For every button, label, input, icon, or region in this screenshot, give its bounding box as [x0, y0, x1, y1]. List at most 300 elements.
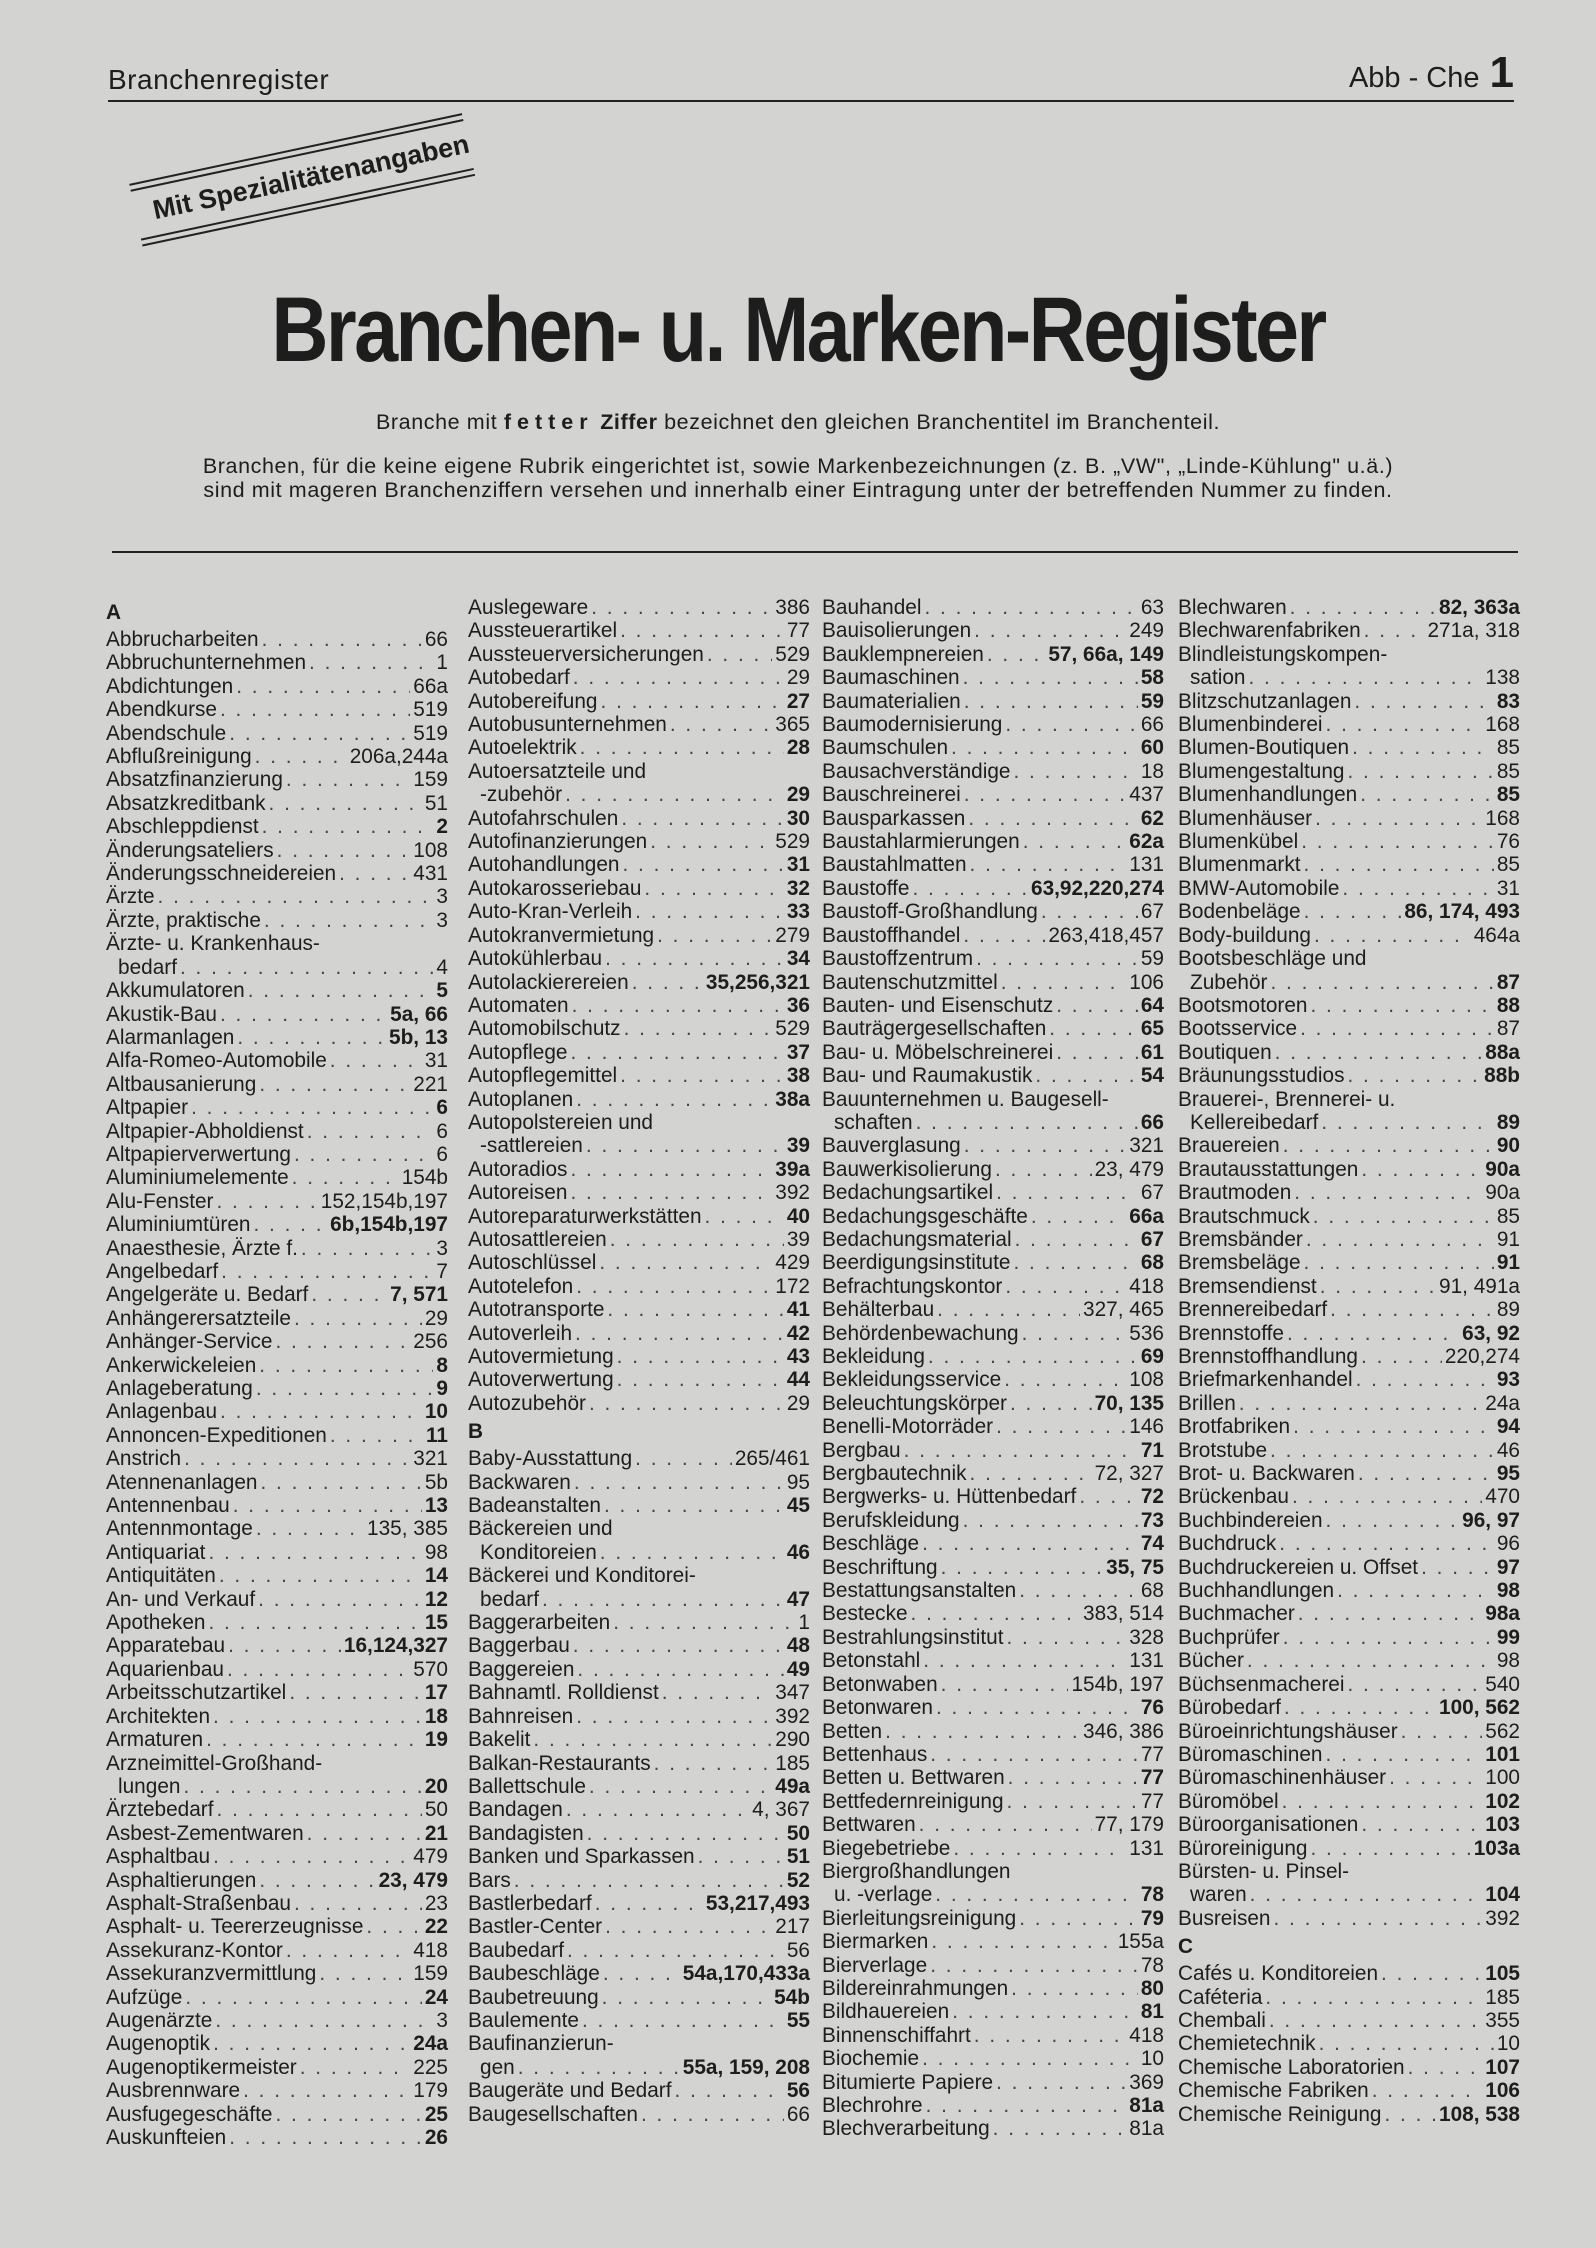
entry-name: Brillen: [1178, 1391, 1236, 1415]
index-entry: [106, 1915, 448, 1938]
entry-name: Buchprüfer: [1178, 1625, 1280, 1649]
entry-name: Bergbau: [822, 1438, 901, 1462]
entry-number: 50: [786, 1821, 810, 1845]
index-entry: [106, 1775, 448, 1798]
entry-name: Bakelit: [468, 1728, 531, 1752]
index-entry: [468, 924, 810, 947]
entry-number: 98: [424, 1540, 448, 1564]
index-entry: [822, 1439, 1164, 1462]
entry-name: Atennenanlagen: [106, 1470, 258, 1494]
leader-dots: [1381, 1962, 1482, 1985]
entry-name: Büromaschinenhäuser: [1178, 1766, 1387, 1790]
entry-name: Bremsbänder: [1178, 1227, 1303, 1251]
entry-number: 5b, 13: [389, 1025, 448, 1049]
entry-number: 94: [1496, 1415, 1520, 1439]
index-entry: [822, 924, 1164, 947]
entry-name: Baggereien: [468, 1657, 575, 1681]
entry-number: 76: [1496, 830, 1520, 854]
index-entry: [822, 994, 1164, 1017]
index-entry: [468, 2103, 810, 2126]
leader-dots: [698, 1845, 784, 1868]
index-column-1: [106, 596, 448, 2149]
entry-name: Büromaschinen: [1178, 1742, 1323, 1766]
index-entry: [822, 1790, 1164, 1813]
entry-number: 4: [436, 955, 448, 979]
entry-number: 103: [1485, 1813, 1520, 1837]
entry-number: 46: [786, 1540, 810, 1564]
entry-name: Betten: [822, 1719, 883, 1743]
entry-number: 98: [1496, 1649, 1520, 1673]
leader-dots: [995, 1158, 1092, 1181]
leader-dots: [309, 651, 433, 674]
index-entry: [1178, 1368, 1520, 1391]
entry-name: Autohandlungen: [468, 853, 620, 877]
entry-number: 91, 491a: [1439, 1274, 1520, 1298]
entry-name: Augenärzte: [106, 2008, 213, 2032]
index-entry: [822, 1883, 1164, 1906]
leader-dots: [1389, 1766, 1482, 1789]
leader-dots: [1019, 1579, 1138, 1602]
index-entry: [822, 2000, 1164, 2023]
entry-name: Anlagenbau: [106, 1400, 218, 1424]
index-entry: [822, 1041, 1164, 1064]
leader-dots: [1311, 1837, 1471, 1860]
leader-dots: [924, 596, 1137, 619]
leader-dots: [1326, 1743, 1483, 1766]
entry-name: Alfa-Romeo-Automobile: [106, 1049, 327, 1073]
leader-dots: [255, 745, 347, 768]
entry-number: 78: [1140, 1883, 1164, 1907]
entry-number: 85: [1496, 853, 1520, 877]
index-entry: [106, 1237, 448, 1260]
index-column-4: [1178, 596, 1520, 2126]
entry-number: 135, 385: [367, 1517, 448, 1541]
entry-name: Architekten: [106, 1704, 211, 1728]
entry-number: 3: [436, 908, 448, 932]
index-entry: [822, 666, 1164, 689]
leader-dots: [951, 736, 1138, 759]
entry-name: Abschleppdienst: [106, 815, 259, 839]
leader-dots: [644, 877, 783, 900]
index-entry: [106, 1049, 448, 1072]
leader-dots: [277, 839, 411, 862]
entry-number: 529: [775, 1017, 810, 1041]
entry-name: Bettenhaus: [822, 1742, 928, 1766]
entry-name: Asphaltbau: [106, 1845, 211, 1869]
entry-number: 437: [1129, 783, 1164, 807]
entry-name: Betonwaben: [822, 1672, 938, 1696]
entry-number: 49a: [775, 1774, 810, 1798]
entry-number: 62a: [1129, 830, 1164, 854]
entry-number: 418: [1129, 2023, 1164, 2047]
index-entry: [1178, 971, 1520, 994]
leader-dots: [366, 1915, 421, 1938]
entry-name: Bettwaren: [822, 1813, 916, 1837]
index-entry: [1178, 2103, 1520, 2126]
leader-dots: [220, 1003, 387, 1026]
entry-name: Baustahlarmierungen: [822, 830, 1020, 854]
entry-number: 88: [1496, 993, 1520, 1017]
entry-number: 36: [786, 993, 810, 1017]
entry-name: Bastler-Center: [468, 1915, 603, 1939]
entry-number: 131: [1129, 1836, 1164, 1860]
entry-number: 37: [786, 1040, 810, 1064]
page-range: [1349, 48, 1514, 98]
leader-dots: [1007, 1626, 1127, 1649]
intro-bold-word-2: Ziffer: [600, 410, 658, 434]
entry-number: 58: [1140, 666, 1164, 690]
leader-dots: [1019, 1907, 1138, 1930]
leader-dots: [1348, 1064, 1482, 1087]
index-entry: [822, 643, 1164, 666]
index-entry: [468, 1611, 810, 1634]
entry-number: 87: [1496, 1017, 1520, 1041]
entry-number: 271a, 318: [1427, 619, 1520, 643]
entry-number: 51: [786, 1845, 810, 1869]
leader-dots: [930, 1954, 1138, 1977]
index-entry: [106, 1658, 448, 1681]
index-entry: [822, 853, 1164, 876]
entry-name: Beschriftung: [822, 1555, 938, 1579]
entry-name: bedarf: [480, 1587, 539, 1611]
entry-number: 26: [424, 2126, 448, 2149]
leader-dots: [1304, 900, 1402, 923]
leader-dots: [963, 924, 1045, 947]
entry-number: 71: [1140, 1438, 1164, 1462]
entry-name: sation: [1190, 666, 1246, 690]
index-entry: [822, 1649, 1164, 1672]
entry-number: 3: [436, 885, 448, 909]
entry-name: Betten u. Bettwaren: [822, 1766, 1005, 1790]
entry-name: Bauverglasung: [822, 1134, 961, 1158]
leader-dots: [1421, 1556, 1494, 1579]
entry-number: 479: [413, 1845, 448, 1869]
entry-number: 29: [786, 666, 810, 690]
entry-name: gen: [480, 2055, 515, 2079]
leader-dots: [1315, 807, 1482, 830]
entry-number: 185: [1485, 1985, 1520, 2009]
entry-number: 79: [1140, 1906, 1164, 1930]
entry-number: 470: [1485, 1485, 1520, 1509]
entry-number: 60: [1140, 736, 1164, 760]
leader-dots: [1001, 971, 1127, 994]
leader-dots: [1007, 1790, 1138, 1813]
entry-name: Autobedarf: [468, 666, 570, 690]
section-title: Branchenregister: [108, 64, 330, 95]
index-entry: [468, 1845, 810, 1868]
leader-dots: [294, 1892, 422, 1915]
entry-name: Benelli-Motorräder: [822, 1415, 994, 1439]
entry-name: Brotfabriken: [1178, 1415, 1291, 1439]
entry-name: Biochemie: [822, 2047, 920, 2071]
entry-number: 217: [775, 1915, 810, 1939]
index-entry: [1178, 1228, 1520, 1251]
entry-name: Bau- und Raumakustik: [822, 1064, 1033, 1088]
entry-number: 90a: [1485, 1181, 1520, 1205]
entry-number: 6: [436, 1096, 448, 1120]
entry-number: 6b,154b,197: [330, 1213, 448, 1237]
entry-name: Aussteuerversicherungen: [468, 642, 704, 666]
leader-dots: [941, 1673, 1069, 1696]
entry-name: Abbruchunternehmen: [106, 651, 307, 675]
leader-dots: [605, 1915, 772, 1938]
leader-dots: [913, 877, 1029, 900]
entry-name: Badeanstalten: [468, 1494, 601, 1518]
entry-number: 90: [1496, 1134, 1520, 1158]
index-entry: [106, 1681, 448, 1704]
entry-number: 51: [424, 791, 448, 815]
index-entry: [1178, 2032, 1520, 2055]
leader-dots: [183, 1775, 421, 1798]
index-entry: [468, 1228, 810, 1251]
entry-name: Brautmoden: [1178, 1181, 1292, 1205]
leader-dots: [1283, 1626, 1494, 1649]
leader-dots: [1283, 1134, 1494, 1157]
entry-number: 91: [1496, 1227, 1520, 1251]
leader-dots: [1031, 1205, 1126, 1228]
index-entry: [106, 1845, 448, 1868]
index-entry: [1178, 1986, 1520, 2009]
entry-number: 62: [1140, 806, 1164, 830]
entry-number: 83: [1496, 689, 1520, 713]
entry-name: Bauten- und Eisenschutz: [822, 993, 1054, 1017]
index-entry: [822, 1181, 1164, 1204]
entry-name: Backwaren: [468, 1470, 571, 1494]
leader-dots: [1056, 994, 1138, 1017]
index-entry: [106, 1190, 448, 1213]
index-entry: [1178, 2079, 1520, 2102]
entry-number: 28: [786, 736, 810, 760]
entry-name: Büroreinigung: [1178, 1836, 1308, 1860]
entry-name: Augenoptikermeister: [106, 2055, 297, 2079]
entry-number: 100: [1485, 1766, 1520, 1790]
entry-name: Kellereibedarf: [1190, 1110, 1319, 1134]
entry-number: 101: [1485, 1742, 1520, 1766]
entry-number: 38a: [775, 1087, 810, 1111]
entry-number: 96, 97: [1462, 1508, 1520, 1532]
leader-dots: [228, 1634, 341, 1657]
entry-name: Assekuranzvermittlung: [106, 1962, 317, 1986]
entry-number: 72: [1140, 1485, 1164, 1509]
entry-name: Autopflege: [468, 1040, 568, 1064]
leader-dots: [180, 956, 433, 979]
leader-dots: [1347, 1673, 1482, 1696]
entry-name: Bausachverständige: [822, 759, 1011, 783]
index-entry: [468, 690, 810, 713]
entry-name: Auskunfteien: [106, 2126, 227, 2149]
leader-dots: [600, 1541, 784, 1564]
index-entry-start: Arzneimittel-Großhand-: [106, 1751, 323, 1775]
index-entry: [468, 1158, 810, 1181]
entry-number: 107: [1485, 2055, 1520, 2079]
entry-name: Brautausstattungen: [1178, 1157, 1359, 1181]
entry-number: 98a: [1485, 1602, 1520, 1626]
leader-dots: [1270, 971, 1493, 994]
entry-name: Asphalt- u. Teererzeugnisse: [106, 1915, 364, 1939]
index-entry-start: Bürsten- u. Pinsel-: [1178, 1859, 1350, 1883]
entry-name: Baustoffe: [822, 876, 910, 900]
leader-dots: [605, 947, 784, 970]
entry-number: 328: [1129, 1625, 1164, 1649]
entry-number: 38: [786, 1064, 810, 1088]
leader-dots: [595, 1892, 703, 1915]
leader-dots: [1352, 736, 1494, 759]
entry-number: 74: [1140, 1532, 1164, 1556]
index-entry: [106, 2056, 448, 2079]
index-entry: [822, 1322, 1164, 1345]
entry-name: Büroorganisationen: [1178, 1813, 1359, 1837]
leader-dots: [243, 2079, 410, 2102]
leader-dots: [610, 1228, 784, 1251]
entry-number: 27: [786, 689, 810, 713]
entry-number: 31: [424, 1049, 448, 1073]
index-entry-start: Bäckereien und: [468, 1517, 613, 1541]
index-entry: [106, 1073, 448, 1096]
leader-dots: [1301, 830, 1494, 853]
index-entry: [1178, 1298, 1520, 1321]
entry-name: Asphalt-Straßenbau: [106, 1891, 291, 1915]
leader-dots: [964, 783, 1127, 806]
leader-dots: [518, 2056, 680, 2079]
leader-dots: [574, 1471, 784, 1494]
leader-dots: [220, 698, 410, 721]
entry-name: Banken und Sparkassen: [468, 1845, 695, 1869]
leader-dots: [1013, 760, 1137, 783]
entry-number: 263,418,457: [1048, 923, 1164, 947]
entry-name: Autoverwertung: [468, 1368, 614, 1392]
leader-dots: [930, 1743, 1138, 1766]
entry-name: Baumschulen: [822, 736, 949, 760]
entry-name: Autovermietung: [468, 1345, 614, 1368]
index-entry: [468, 666, 810, 689]
entry-name: Briefmarkenhandel: [1178, 1368, 1353, 1392]
entry-number: 1: [436, 651, 448, 675]
leader-dots: [974, 619, 1126, 642]
entry-number: 89: [1496, 1110, 1520, 1134]
entry-number: 66a: [1129, 1204, 1164, 1228]
entry-number: 155a: [1117, 1930, 1164, 1954]
entry-number: 108: [1129, 1368, 1164, 1392]
entry-number: 85: [1496, 783, 1520, 807]
leader-dots: [185, 1986, 422, 2009]
leader-dots: [670, 713, 772, 736]
leader-dots: [919, 1813, 1092, 1836]
entry-number: 53,217,493: [705, 1891, 810, 1915]
page-number: 1: [1489, 48, 1514, 97]
index-entry: [468, 1658, 810, 1681]
entry-name: Bodenbeläge: [1178, 900, 1301, 924]
index-entry: [822, 1907, 1164, 1930]
leader-dots: [542, 1588, 784, 1611]
entry-name: Baustoffzentrum: [822, 947, 974, 971]
entry-name: Blumen-Boutiquen: [1178, 736, 1350, 760]
entry-number: 67: [1140, 1227, 1164, 1251]
entry-name: Alu-Fenster: [106, 1189, 214, 1213]
index-entry: [822, 690, 1164, 713]
entry-name: Behälterbau: [822, 1298, 935, 1322]
entry-number: 70, 135: [1094, 1391, 1164, 1415]
leader-dots: [1361, 1345, 1442, 1368]
index-entry: [106, 1354, 448, 1377]
entry-name: Blitzschutzanlagen: [1178, 689, 1352, 713]
entry-name: Assekuranz-Kontor: [106, 1938, 283, 1962]
leader-dots: [993, 2117, 1127, 2140]
index-entry: [1178, 1602, 1520, 1625]
entry-name: Bastlerbedarf: [468, 1891, 592, 1915]
entry-number: 68: [1140, 1579, 1164, 1603]
leader-dots: [641, 2103, 784, 2126]
index-entry: [1178, 1462, 1520, 1485]
index-entry: [468, 971, 810, 994]
entry-number: 2: [436, 815, 448, 839]
entry-number: 88b: [1484, 1064, 1520, 1088]
entry-number: 88a: [1485, 1040, 1520, 1064]
index-entry: [106, 1869, 448, 1892]
entry-name: Bierleitungsreinigung: [822, 1906, 1017, 1930]
intro-line-1: [0, 410, 1596, 435]
leader-dots: [233, 1494, 422, 1517]
entry-number: 562: [1485, 1719, 1520, 1743]
entry-number: 18: [424, 1704, 448, 1728]
entry-number: 168: [1485, 713, 1520, 737]
leader-dots: [1270, 1439, 1494, 1462]
entry-number: 95: [1496, 1462, 1520, 1486]
leader-dots: [248, 979, 434, 1002]
index-entry-start: Bootsbeschläge und: [1178, 947, 1367, 971]
entry-number: 76: [1140, 1696, 1164, 1720]
entry-name: Blumenmarkt: [1178, 853, 1301, 877]
entry-number: 392: [1485, 1906, 1520, 1930]
entry-name: Ballettschule: [468, 1774, 586, 1798]
entry-name: Absatzkreditbank: [106, 791, 266, 815]
entry-name: lungen: [118, 1774, 181, 1798]
index-entry: [1178, 736, 1520, 759]
index-entry: [1178, 1532, 1520, 1555]
entry-name: Büroeinrichtungshäuser: [1178, 1719, 1398, 1743]
entry-number: 100, 562: [1439, 1696, 1520, 1720]
leader-dots: [1320, 1275, 1436, 1298]
entry-number: 3: [436, 1236, 448, 1260]
leader-dots: [236, 675, 410, 698]
entry-name: Buchdruck: [1178, 1532, 1277, 1556]
leader-dots: [931, 1930, 1114, 1953]
index-entry: [106, 862, 448, 885]
entry-number: 66: [786, 2102, 810, 2126]
entry-name: Antennmontage: [106, 1517, 253, 1541]
leader-dots: [613, 1611, 795, 1634]
index-entry: [1178, 1181, 1520, 1204]
leader-dots: [1023, 830, 1127, 853]
index-entry: [822, 760, 1164, 783]
entry-number: 20: [424, 1774, 448, 1798]
entry-number: 5: [436, 979, 448, 1003]
index-entry: [822, 1368, 1164, 1391]
leader-dots: [307, 1120, 434, 1143]
index-entry: [1178, 2056, 1520, 2079]
entry-number: 290: [775, 1728, 810, 1752]
index-entry: [468, 1728, 810, 1751]
leader-dots: [227, 1658, 410, 1681]
entry-number: 206a,244a: [349, 745, 448, 769]
entry-name: Brauereien: [1178, 1134, 1280, 1158]
entry-name: Arbeitsschutzartikel: [106, 1681, 287, 1705]
index-entry: [1178, 1556, 1520, 1579]
entry-number: 23: [424, 1891, 448, 1915]
index-entry: [106, 815, 448, 838]
entry-name: Chemietechnik: [1178, 2032, 1316, 2056]
leader-dots: [213, 2032, 410, 2055]
entry-name: Anstrich: [106, 1447, 182, 1471]
